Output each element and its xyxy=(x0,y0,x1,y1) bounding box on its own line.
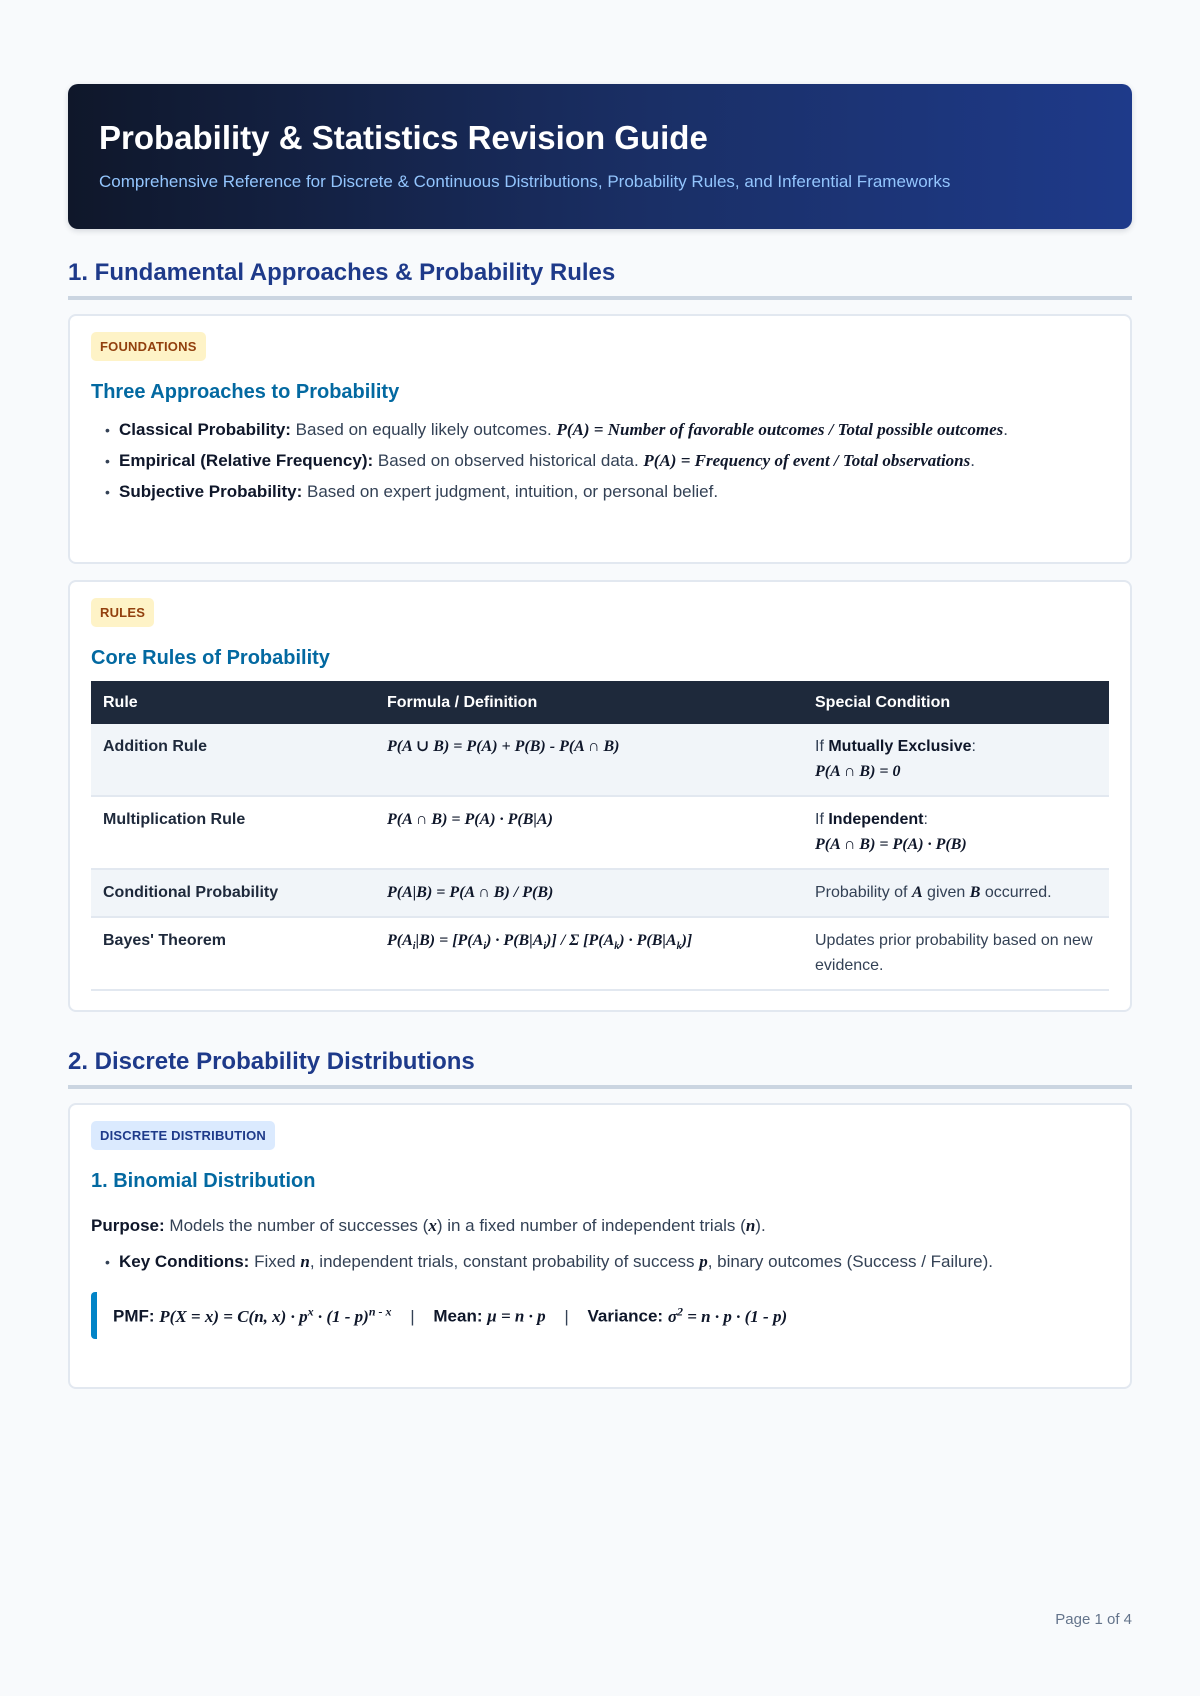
list-item xyxy=(97,478,1109,506)
binomial-purpose: Purpose: Models the number of successes (x) in a fixed number of independent trials (n). xyxy=(91,1216,766,1235)
mean-label: Mean: xyxy=(433,1306,483,1326)
list-item xyxy=(97,416,1109,444)
table-row xyxy=(91,796,1109,869)
item-text: Based on observed historical data. xyxy=(373,451,644,470)
rule-formula: P(A|B) = P(A ∩ B) / P(B) xyxy=(375,869,803,917)
table-row xyxy=(91,869,1109,917)
rule-name: Addition Rule xyxy=(91,724,375,796)
mean-formula: μ = n · p xyxy=(487,1306,546,1326)
approaches-list xyxy=(91,416,1109,506)
item-label: Classical Probability: xyxy=(119,420,291,439)
foundations-badge: FOUNDATIONS xyxy=(91,332,206,361)
column-header: Special Condition xyxy=(803,681,1109,724)
page xyxy=(68,84,1132,1389)
page-title: Probability & Statistics Revision Guide xyxy=(99,119,708,156)
rule-formula: P(A ∩ B) = P(A) · P(B|A) xyxy=(375,796,803,869)
table-row xyxy=(91,917,1109,990)
rules-card xyxy=(68,580,1132,1012)
item-formula: P(A) = Number of favorable outcomes / Total possible outcomes xyxy=(556,420,1004,439)
item-text: Based on expert judgment, intuition, or personal belief. xyxy=(302,482,719,501)
header-banner xyxy=(68,84,1132,229)
item-tail: . xyxy=(1003,420,1009,439)
item-text: Based on equally likely outcomes. xyxy=(290,420,557,439)
separator: | xyxy=(564,1306,569,1326)
item-formula: P(A) = Frequency of event / Total observations xyxy=(643,451,971,470)
binomial-card xyxy=(68,1103,1132,1389)
binomial-formula-box xyxy=(91,1292,1109,1339)
rule-name: Multiplication Rule xyxy=(91,796,375,869)
list-item: • Key Conditions: Fixed n, independent trials, constant probability of success p, binary outcomes (Success / Failure). xyxy=(97,1248,1109,1276)
variance-label: Variance: xyxy=(587,1306,664,1326)
rules-badge: RULES xyxy=(91,598,154,627)
discrete-badge: DISCRETE DISTRIBUTION xyxy=(91,1121,275,1150)
pmf-label: PMF: xyxy=(113,1306,155,1326)
page-subtitle: Comprehensive Reference for Discrete & Continuous Distributions, Probability Rules, and Inferential Frameworks xyxy=(99,171,951,191)
variance-formula: $\sigma^2 = n \cdot p \cdot (1 - p)$ xyxy=(667,1304,788,1326)
table-header-row xyxy=(91,681,1109,724)
rule-name: Conditional Probability xyxy=(91,869,375,917)
rule-condition: Probability of A given B occurred. xyxy=(803,869,1109,917)
item-label: Subjective Probability: xyxy=(119,482,303,501)
table-row xyxy=(91,724,1109,796)
rule-condition: If Independent: P(A ∩ B) = P(A) · P(B) xyxy=(803,796,1109,869)
rule-name: Bayes' Theorem xyxy=(91,917,375,990)
pmf-formula: P(X = x) = C(n, $x) \cdot p^x \cdot (1 - p)^{n - x}$ xyxy=(159,1304,392,1326)
column-header: Formula / Definition xyxy=(375,681,803,724)
rule-formula: $P(A_i|B) = [P(A_i) \cdot P(B|A_i)] / \Sigma$ $[P(A_k) \cdot P(B|A_k)]$ xyxy=(375,917,803,990)
separator: | xyxy=(410,1306,415,1326)
rules-heading: Core Rules of Probability xyxy=(91,647,330,669)
column-header: Rule xyxy=(91,681,375,724)
list-item xyxy=(97,447,1109,475)
rule-condition: Updates prior probability based on new evidence. xyxy=(803,917,1109,990)
section-title-discrete: 2. Discrete Probability Distributions xyxy=(68,1048,1132,1089)
section-title-fundamentals: 1. Fundamental Approaches & Probability Rules xyxy=(68,259,1132,300)
page-number: Page 1 of 4 xyxy=(1055,1611,1132,1628)
rules-table xyxy=(91,681,1109,991)
item-label: Empirical (Relative Frequency): xyxy=(119,451,374,470)
item-tail: . xyxy=(970,451,975,470)
foundations-heading: Three Approaches to Probability xyxy=(91,381,400,403)
binomial-conditions-list xyxy=(91,1248,1109,1276)
binomial-heading: 1. Binomial Distribution xyxy=(91,1170,316,1192)
foundations-card xyxy=(68,314,1132,564)
rule-formula: P(A ∪ B) = P(A) + P(B) - P(A ∩ B) xyxy=(375,724,803,796)
rule-condition: If Mutually Exclusive: P(A ∩ B) = 0 xyxy=(803,724,1109,796)
